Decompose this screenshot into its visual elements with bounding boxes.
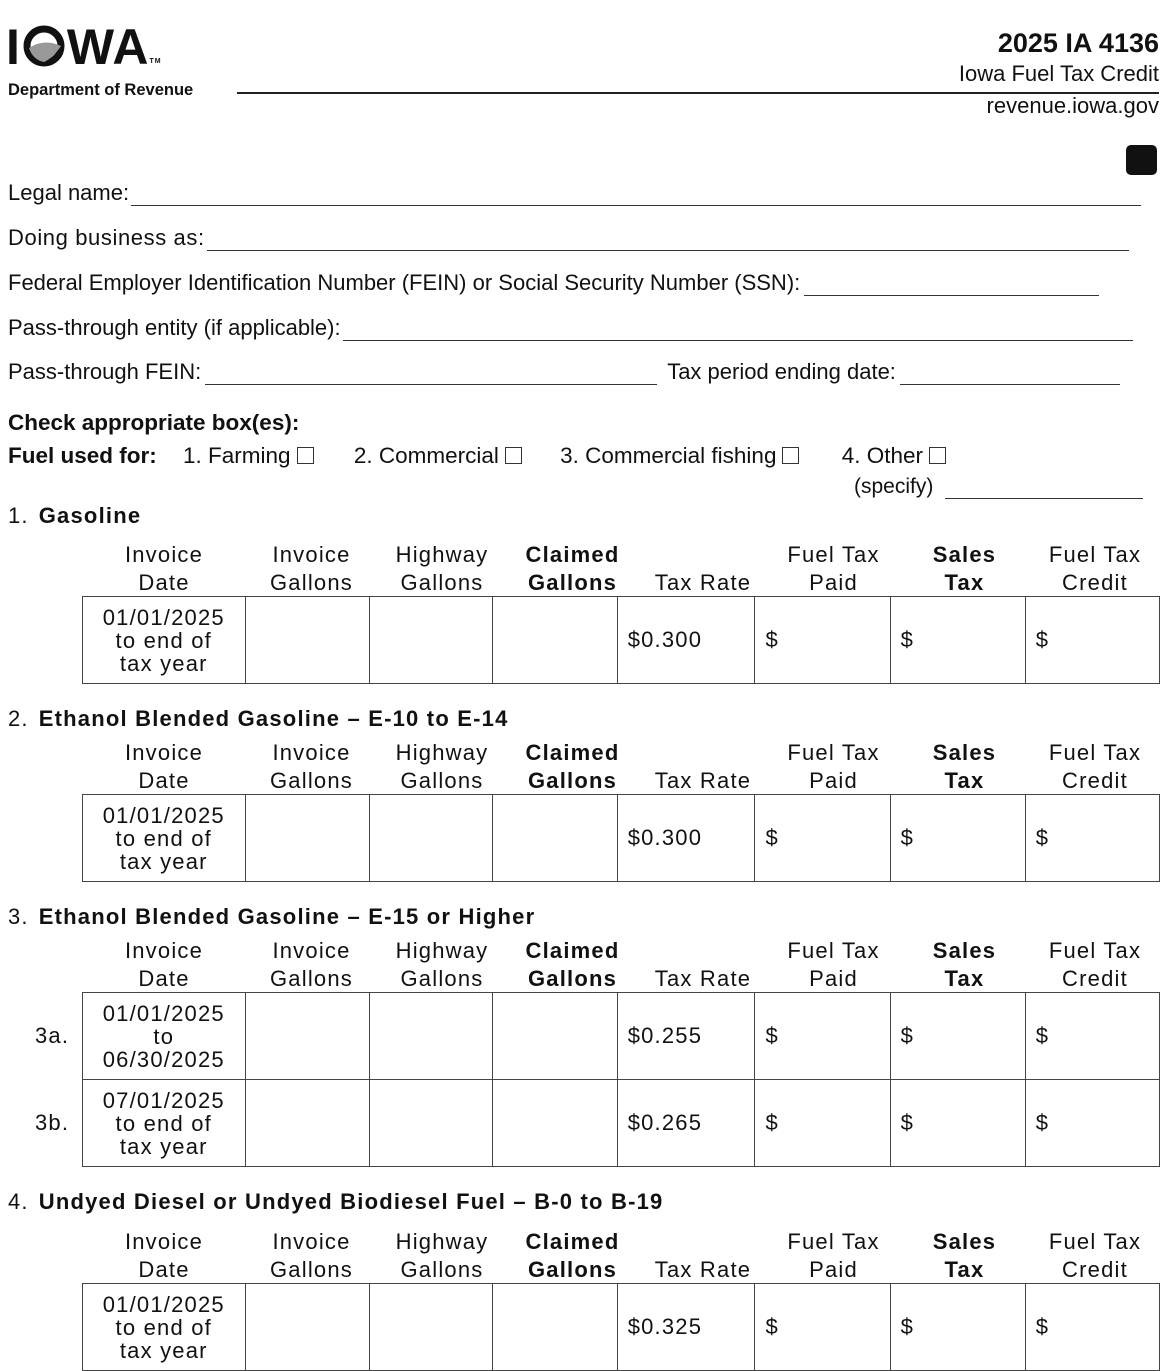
column-header-line: Gallons <box>527 966 618 991</box>
column-header-line: Fuel Tax <box>1048 1229 1142 1254</box>
column-header-line: Claimed <box>525 740 620 765</box>
column-header-line: Gallons <box>270 966 353 991</box>
section-title <box>8 706 509 732</box>
section-name: Ethanol Blended Gasoline – E-15 or Higher <box>38 904 536 929</box>
option-farming[interactable] <box>183 443 314 469</box>
scan-marker <box>1126 145 1157 175</box>
cell-claimed-gallons[interactable] <box>493 597 617 684</box>
column-header-line: Sales <box>932 938 997 963</box>
cell-fuel-tax-credit[interactable]: $ <box>1025 597 1159 684</box>
logo-letter-i: I <box>6 19 21 75</box>
column-header-line: Fuel Tax <box>787 740 880 765</box>
cell-fuel-tax-paid[interactable]: $ <box>755 993 890 1080</box>
date-line: 07/01/2025 <box>102 1087 225 1113</box>
cell-invoice-gallons[interactable] <box>245 795 369 882</box>
cell-invoice-date <box>83 795 246 882</box>
date-line: 01/01/2025 <box>102 1291 225 1317</box>
column-header-line: Paid <box>809 966 858 991</box>
fein-ssn-field[interactable] <box>804 273 1099 296</box>
cell-tax-rate: $0.325 <box>617 1284 755 1371</box>
column-header-line: Credit <box>1062 570 1128 595</box>
cell-sales-tax[interactable]: $ <box>890 1284 1025 1371</box>
section-table <box>82 1283 1160 1371</box>
section-number: 1. <box>8 503 29 528</box>
section-table <box>82 794 1160 882</box>
column-header-fuel-tax-paid <box>768 1228 899 1284</box>
column-header-line: Fuel Tax <box>1048 740 1142 765</box>
table-row <box>83 993 1160 1080</box>
column-header-sales-tax <box>899 739 1030 795</box>
pass-through-row <box>8 315 1133 341</box>
column-header-line: Tax <box>944 966 985 991</box>
date-line: tax year <box>119 650 208 676</box>
column-header-line: Paid <box>809 570 858 595</box>
column-header-claimed-gallons <box>507 541 638 597</box>
column-header-line: Sales <box>932 740 997 765</box>
column-header-line: Claimed <box>525 938 620 963</box>
column-header-line: Gallons <box>527 570 618 595</box>
specify-row <box>854 475 1143 499</box>
fuel-used-row <box>8 443 946 469</box>
form-url: revenue.iowa.gov <box>986 93 1159 118</box>
column-header-invoice-date <box>82 541 246 597</box>
column-header-line: Credit <box>1062 1257 1128 1282</box>
column-header-fuel-tax-credit <box>1030 541 1160 597</box>
date-line: to end of <box>115 627 212 653</box>
column-header-line: Invoice <box>272 542 351 567</box>
column-header-line: Highway <box>395 542 489 567</box>
column-header-line: Highway <box>395 938 489 963</box>
column-header-line: Tax <box>944 1257 985 1282</box>
tax-period-field[interactable] <box>900 362 1120 385</box>
cell-tax-rate: $0.255 <box>617 993 755 1080</box>
column-header-line: Highway <box>395 1229 489 1254</box>
column-header-line: Fuel Tax <box>787 938 880 963</box>
column-header-line: Highway <box>395 740 489 765</box>
column-header-sales-tax <box>899 937 1030 993</box>
column-header-invoice-gallons <box>246 937 377 993</box>
table-row <box>83 795 1160 882</box>
cell-invoice-date <box>83 1284 246 1371</box>
cell-fuel-tax-credit[interactable]: $ <box>1025 795 1159 882</box>
column-header-invoice-date <box>82 1228 246 1284</box>
column-header-line: Invoice <box>124 938 204 963</box>
fein-ssn-label: Federal Employer Identification Number (FEIN) or Social Security Number (SSN): <box>8 270 801 295</box>
section-name: Ethanol Blended Gasoline – E-10 to E-14 <box>38 706 509 731</box>
date-line: to <box>153 1023 175 1049</box>
cell-invoice-date <box>83 597 246 684</box>
cell-tax-rate: $0.265 <box>617 1080 755 1167</box>
section-title <box>8 1189 664 1215</box>
farming-checkbox[interactable] <box>297 447 314 464</box>
iowa-logo <box>6 19 162 75</box>
column-header-line: Claimed <box>525 1229 620 1254</box>
column-header-fuel-tax-credit <box>1030 1228 1160 1284</box>
column-header-line: Credit <box>1062 966 1128 991</box>
column-header-line: Fuel Tax <box>1048 938 1142 963</box>
cell-fuel-tax-paid[interactable]: $ <box>755 1284 890 1371</box>
commercial-checkbox[interactable] <box>505 447 522 464</box>
cell-sales-tax[interactable]: $ <box>890 795 1025 882</box>
cell-invoice-date <box>83 993 246 1080</box>
column-header-line: Invoice <box>124 1229 204 1254</box>
row-label: 3b. <box>35 1109 70 1135</box>
column-header-line: Paid <box>809 1257 858 1282</box>
section-name: Undyed Diesel or Undyed Biodiesel Fuel – B-0 to B-19 <box>38 1189 664 1214</box>
column-header-line: Gallons <box>400 768 484 793</box>
column-header-line: Fuel Tax <box>1048 542 1142 567</box>
column-header-fuel-tax-credit <box>1030 937 1160 993</box>
column-header-line: Date <box>138 966 190 991</box>
section-number: 4. <box>8 1189 29 1214</box>
column-header-fuel-tax-paid <box>768 541 899 597</box>
dba-row <box>8 225 1129 251</box>
specify-field[interactable] <box>945 476 1143 499</box>
form-id: 2025 IA 4136 <box>997 28 1159 58</box>
column-header-line: Gallons <box>527 1257 618 1282</box>
column-header-claimed-gallons <box>507 1228 638 1284</box>
date-line: tax year <box>119 1133 208 1159</box>
option-commercial-fishing-label: 3. Commercial fishing <box>560 443 777 468</box>
pass-through-field[interactable] <box>343 318 1133 341</box>
date-line: to end of <box>115 1110 212 1136</box>
column-header-highway-gallons <box>377 1228 507 1284</box>
cell-fuel-tax-paid[interactable]: $ <box>755 795 890 882</box>
column-header-line: Gallons <box>270 768 353 793</box>
cell-invoice-gallons[interactable] <box>245 1080 369 1167</box>
column-header-line: Date <box>138 570 190 595</box>
column-header-tax-rate: Tax Rate <box>654 966 752 991</box>
column-header-line: Fuel Tax <box>787 542 880 567</box>
column-header-highway-gallons <box>377 541 507 597</box>
tax-period-label: Tax period ending date: <box>667 359 896 384</box>
column-header-invoice-gallons <box>246 1228 377 1284</box>
cell-invoice-gallons[interactable] <box>245 597 369 684</box>
column-header-fuel-tax-paid <box>768 937 899 993</box>
cell-tax-rate: $0.300 <box>617 795 755 882</box>
logo-o-emblem <box>23 24 65 66</box>
column-header-line: Gallons <box>400 966 484 991</box>
column-header-line: Sales <box>932 1229 997 1254</box>
option-other-label: 4. Other <box>841 443 924 468</box>
section-number: 2. <box>8 706 29 731</box>
column-header-highway-gallons <box>377 739 507 795</box>
fein-ssn-row <box>8 270 1099 296</box>
legal-name-label: Legal name: <box>8 180 130 205</box>
section-title <box>8 904 535 930</box>
cell-invoice-date <box>83 1080 246 1167</box>
column-header-line: Credit <box>1062 768 1128 793</box>
section-table <box>82 596 1160 684</box>
cell-highway-gallons[interactable] <box>369 993 492 1080</box>
column-header-invoice-gallons <box>246 541 377 597</box>
column-header-invoice-gallons <box>246 739 377 795</box>
column-header-highway-gallons <box>377 937 507 993</box>
column-header-line: Gallons <box>400 1257 484 1282</box>
column-header-line: Invoice <box>272 938 351 963</box>
column-header-line: Tax <box>944 768 985 793</box>
column-header-line: Claimed <box>525 542 620 567</box>
column-header-sales-tax <box>899 1228 1030 1284</box>
date-line: 06/30/2025 <box>102 1046 225 1072</box>
department-name: Department of Revenue <box>8 81 194 99</box>
cell-invoice-gallons[interactable] <box>245 1284 369 1371</box>
column-header-line: Gallons <box>400 570 484 595</box>
column-header-line: Date <box>138 1257 190 1282</box>
cell-claimed-gallons[interactable] <box>493 1284 617 1371</box>
cell-claimed-gallons[interactable] <box>493 795 617 882</box>
cell-highway-gallons[interactable] <box>369 1080 492 1167</box>
table-row <box>83 597 1160 684</box>
column-header-line: Invoice <box>272 740 351 765</box>
legal-name-field[interactable] <box>131 183 1141 206</box>
column-header-fuel-tax-paid <box>768 739 899 795</box>
option-commercial[interactable] <box>354 443 522 469</box>
legal-name-row <box>8 180 1141 206</box>
cell-invoice-gallons[interactable] <box>245 993 369 1080</box>
table-row <box>83 1080 1160 1167</box>
date-line: 01/01/2025 <box>102 1000 225 1026</box>
cell-highway-gallons[interactable] <box>369 1284 492 1371</box>
section-title <box>8 503 141 529</box>
logo-letters-wa: WA <box>66 19 150 75</box>
section-table <box>82 992 1160 1167</box>
table-row <box>83 1284 1160 1371</box>
column-header-claimed-gallons <box>507 937 638 993</box>
pass-through-fein-row <box>8 359 1120 385</box>
date-line: tax year <box>119 1337 208 1363</box>
date-line: to end of <box>115 825 212 851</box>
cell-fuel-tax-credit[interactable]: $ <box>1025 993 1159 1080</box>
cell-sales-tax[interactable]: $ <box>890 1080 1025 1167</box>
date-line: 01/01/2025 <box>102 604 225 630</box>
column-header-line: Gallons <box>527 768 618 793</box>
cell-tax-rate: $0.300 <box>617 597 755 684</box>
column-header-line: Fuel Tax <box>787 1229 880 1254</box>
column-header-line: Paid <box>809 768 858 793</box>
column-header-line: Sales <box>932 542 997 567</box>
column-header-line: Invoice <box>124 542 204 567</box>
fuel-used-label: Fuel used for: <box>8 443 157 468</box>
column-header-invoice-date <box>82 937 246 993</box>
commercial-fishing-checkbox[interactable] <box>782 447 799 464</box>
column-header-invoice-date <box>82 739 246 795</box>
row-label: 3a. <box>35 1022 70 1048</box>
cell-fuel-tax-credit[interactable]: $ <box>1025 1080 1159 1167</box>
date-line: tax year <box>119 848 208 874</box>
cell-fuel-tax-credit[interactable]: $ <box>1025 1284 1159 1371</box>
column-header-line: Gallons <box>270 570 353 595</box>
column-header-line: Invoice <box>272 1229 351 1254</box>
column-header-sales-tax <box>899 541 1030 597</box>
section-number: 3. <box>8 904 29 929</box>
column-header-claimed-gallons <box>507 739 638 795</box>
cell-highway-gallons[interactable] <box>369 597 492 684</box>
column-header-line: Tax <box>944 570 985 595</box>
column-header-line: Gallons <box>270 1257 353 1282</box>
date-line: to end of <box>115 1314 212 1340</box>
logo-tm: TM <box>149 58 162 65</box>
column-header-line: Date <box>138 768 190 793</box>
option-farming-label: 1. Farming <box>183 443 291 468</box>
cell-fuel-tax-paid[interactable]: $ <box>755 1080 890 1167</box>
dba-label: Doing business as: <box>8 225 205 250</box>
pass-through-fein-label: Pass-through FEIN: <box>8 359 202 384</box>
check-heading: Check appropriate box(es): <box>8 410 300 435</box>
pass-through-fein-field[interactable] <box>205 362 657 385</box>
cell-claimed-gallons[interactable] <box>493 1080 617 1167</box>
pass-through-label: Pass-through entity (if applicable): <box>8 315 341 340</box>
cell-highway-gallons[interactable] <box>369 795 492 882</box>
form-title: Iowa Fuel Tax Credit <box>958 61 1159 86</box>
cell-sales-tax[interactable]: $ <box>890 993 1025 1080</box>
cell-claimed-gallons[interactable] <box>493 993 617 1080</box>
date-line: 01/01/2025 <box>102 802 225 828</box>
column-header-tax-rate: Tax Rate <box>654 1257 752 1282</box>
column-header-tax-rate: Tax Rate <box>654 768 752 793</box>
cell-sales-tax[interactable]: $ <box>890 597 1025 684</box>
option-commercial-label: 2. Commercial <box>353 443 499 468</box>
column-header-tax-rate: Tax Rate <box>654 570 752 595</box>
dba-field[interactable] <box>207 228 1129 251</box>
column-header-line: Invoice <box>124 740 204 765</box>
cell-fuel-tax-paid[interactable]: $ <box>755 597 890 684</box>
specify-label: (specify) <box>854 475 934 498</box>
option-commercial-fishing[interactable] <box>560 443 799 469</box>
section-name: Gasoline <box>38 503 142 528</box>
column-header-fuel-tax-credit <box>1030 739 1160 795</box>
other-checkbox[interactable] <box>929 447 946 464</box>
option-other[interactable] <box>842 443 946 469</box>
